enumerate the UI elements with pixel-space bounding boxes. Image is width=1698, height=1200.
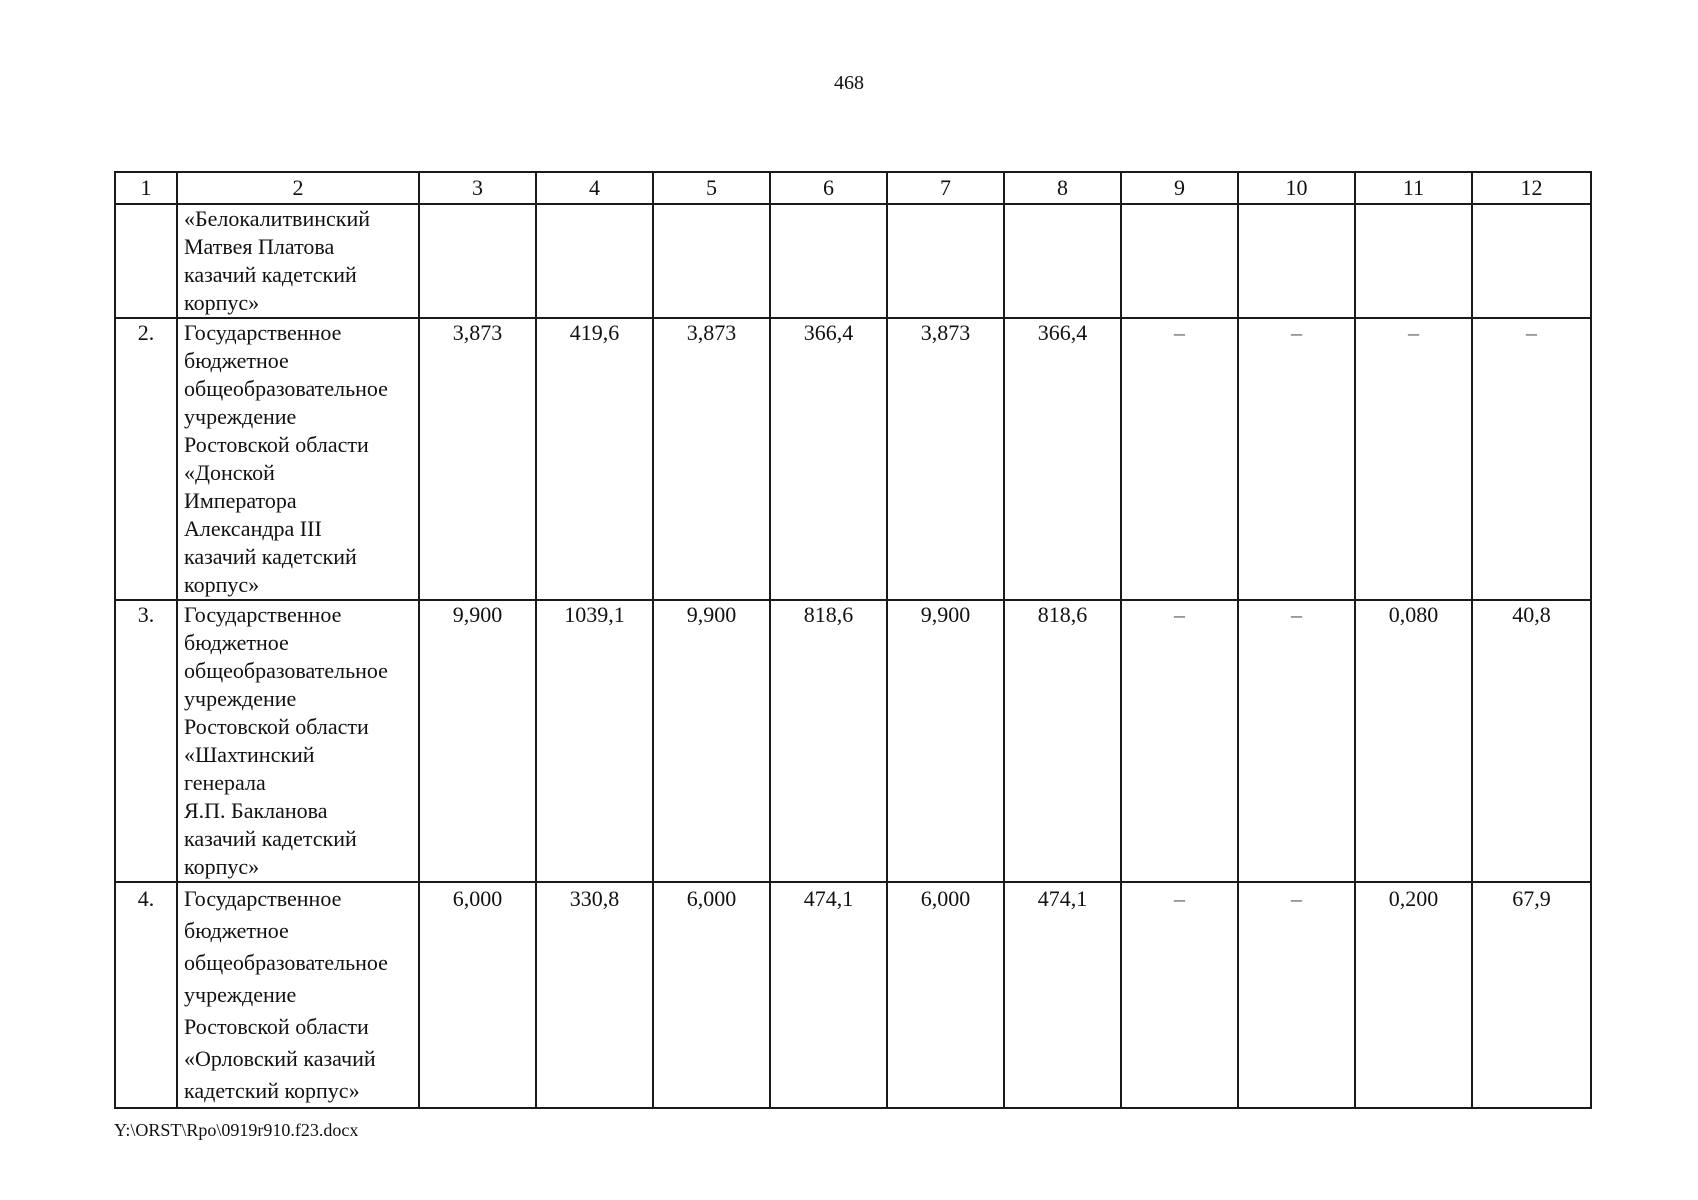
institution-name-cell: [177, 600, 419, 882]
value-cell-col-9: [1121, 204, 1238, 318]
header-cell: 10: [1238, 172, 1355, 204]
value-cell-col-7: [887, 204, 1004, 318]
row-number-cell: 4.: [115, 882, 177, 1108]
institution-name-line: «Шахтинский: [184, 742, 315, 767]
header-cell: 4: [536, 172, 653, 204]
header-cell: 12: [1472, 172, 1591, 204]
institution-name-cell: [177, 882, 419, 1108]
table-row: [115, 204, 1591, 318]
value-cell-col-9: –: [1121, 318, 1238, 600]
value-cell-col-8: 818,6: [1004, 600, 1121, 882]
header-cell: 3: [419, 172, 536, 204]
table-body: [115, 172, 1591, 1108]
institution-name-line: учреждение: [184, 686, 297, 711]
value-cell-col-3: [419, 204, 536, 318]
value-cell-col-4: 419,6: [536, 318, 653, 600]
institution-name-line: Александра III: [184, 516, 322, 541]
value-cell-col-5: 9,900: [653, 600, 770, 882]
institution-name-line: Императора: [184, 488, 297, 513]
institution-name-line: Я.П. Бакланова: [184, 798, 328, 823]
institution-name-line: бюджетное: [184, 348, 289, 373]
value-cell-col-10: [1238, 204, 1355, 318]
institution-name-line: общеобразовательное: [184, 950, 388, 975]
value-cell-col-5: 3,873: [653, 318, 770, 600]
value-cell-col-12: [1472, 204, 1591, 318]
table-row: [115, 600, 1591, 882]
value-cell-col-3: 3,873: [419, 318, 536, 600]
value-cell-col-10: –: [1238, 882, 1355, 1108]
header-cell: 8: [1004, 172, 1121, 204]
value-cell-col-3: 6,000: [419, 882, 536, 1108]
institution-name-line: учреждение: [184, 404, 297, 429]
institution-name-line: Ростовской области: [184, 432, 369, 457]
data-table: [114, 171, 1592, 1109]
value-cell-col-4: [536, 204, 653, 318]
value-cell-col-7: 9,900: [887, 600, 1004, 882]
value-cell-col-4: 1039,1: [536, 600, 653, 882]
header-cell: 2: [177, 172, 419, 204]
value-cell-col-12: 40,8: [1472, 600, 1591, 882]
institution-name-line: общеобразовательное: [184, 376, 388, 401]
row-number-cell: 3.: [115, 600, 177, 882]
value-cell-col-11: 0,200: [1355, 882, 1472, 1108]
value-cell-col-12: –: [1472, 318, 1591, 600]
institution-name-line: Государственное: [184, 886, 342, 911]
institution-name-cell: [177, 204, 419, 318]
header-cell: 7: [887, 172, 1004, 204]
value-cell-col-5: 6,000: [653, 882, 770, 1108]
value-cell-col-8: 474,1: [1004, 882, 1121, 1108]
value-cell-col-11: 0,080: [1355, 600, 1472, 882]
header-cell: 5: [653, 172, 770, 204]
value-cell-col-9: –: [1121, 600, 1238, 882]
institution-name-line: корпус»: [184, 290, 260, 315]
institution-name-line: Ростовской области: [184, 714, 369, 739]
value-cell-col-7: 3,873: [887, 318, 1004, 600]
institution-name-line: корпус»: [184, 572, 260, 597]
value-cell-col-12: 67,9: [1472, 882, 1591, 1108]
institution-name-line: Государственное: [184, 320, 342, 345]
institution-name-line: бюджетное: [184, 918, 289, 943]
institution-name-line: «Донской: [184, 460, 275, 485]
institution-name-line: казачий кадетский: [184, 262, 357, 287]
value-cell-col-3: 9,900: [419, 600, 536, 882]
row-number-cell: [115, 204, 177, 318]
table-row: [115, 318, 1591, 600]
institution-name-line: казачий кадетский: [184, 544, 357, 569]
institution-name-line: Государственное: [184, 602, 342, 627]
header-cell: 11: [1355, 172, 1472, 204]
page-number: 468: [834, 72, 864, 94]
value-cell-col-7: 6,000: [887, 882, 1004, 1108]
value-cell-col-5: [653, 204, 770, 318]
value-cell-col-4: 330,8: [536, 882, 653, 1108]
value-cell-col-10: –: [1238, 600, 1355, 882]
institution-name-line: бюджетное: [184, 630, 289, 655]
institution-name-line: казачий кадетский: [184, 826, 357, 851]
row-number-cell: 2.: [115, 318, 177, 600]
value-cell-col-6: 366,4: [770, 318, 887, 600]
institution-name-line: «Белокалитвинский: [184, 206, 370, 231]
value-cell-col-11: –: [1355, 318, 1472, 600]
institution-name-line: Матвея Платова: [184, 234, 335, 259]
institution-name-line: учреждение: [184, 982, 297, 1007]
header-cell: 6: [770, 172, 887, 204]
value-cell-col-10: –: [1238, 318, 1355, 600]
institution-name-line: общеобразовательное: [184, 658, 388, 683]
table-header-row: [115, 172, 1591, 204]
institution-name-line: корпус»: [184, 854, 260, 879]
institution-name-line: Ростовской области: [184, 1014, 369, 1039]
header-cell: 9: [1121, 172, 1238, 204]
footer-file-path: Y:\ORST\Rpo\0919r910.f23.docx: [114, 1120, 359, 1140]
institution-name-line: кадетский корпус»: [184, 1078, 360, 1103]
value-cell-col-6: 818,6: [770, 600, 887, 882]
value-cell-col-9: –: [1121, 882, 1238, 1108]
value-cell-col-8: [1004, 204, 1121, 318]
institution-name-line: генерала: [184, 770, 266, 795]
header-cell: 1: [115, 172, 177, 204]
value-cell-col-6: 474,1: [770, 882, 887, 1108]
table-row: [115, 882, 1591, 1108]
value-cell-col-8: 366,4: [1004, 318, 1121, 600]
value-cell-col-6: [770, 204, 887, 318]
value-cell-col-11: [1355, 204, 1472, 318]
institution-name-line: «Орловский казачий: [184, 1046, 376, 1071]
institution-name-cell: [177, 318, 419, 600]
